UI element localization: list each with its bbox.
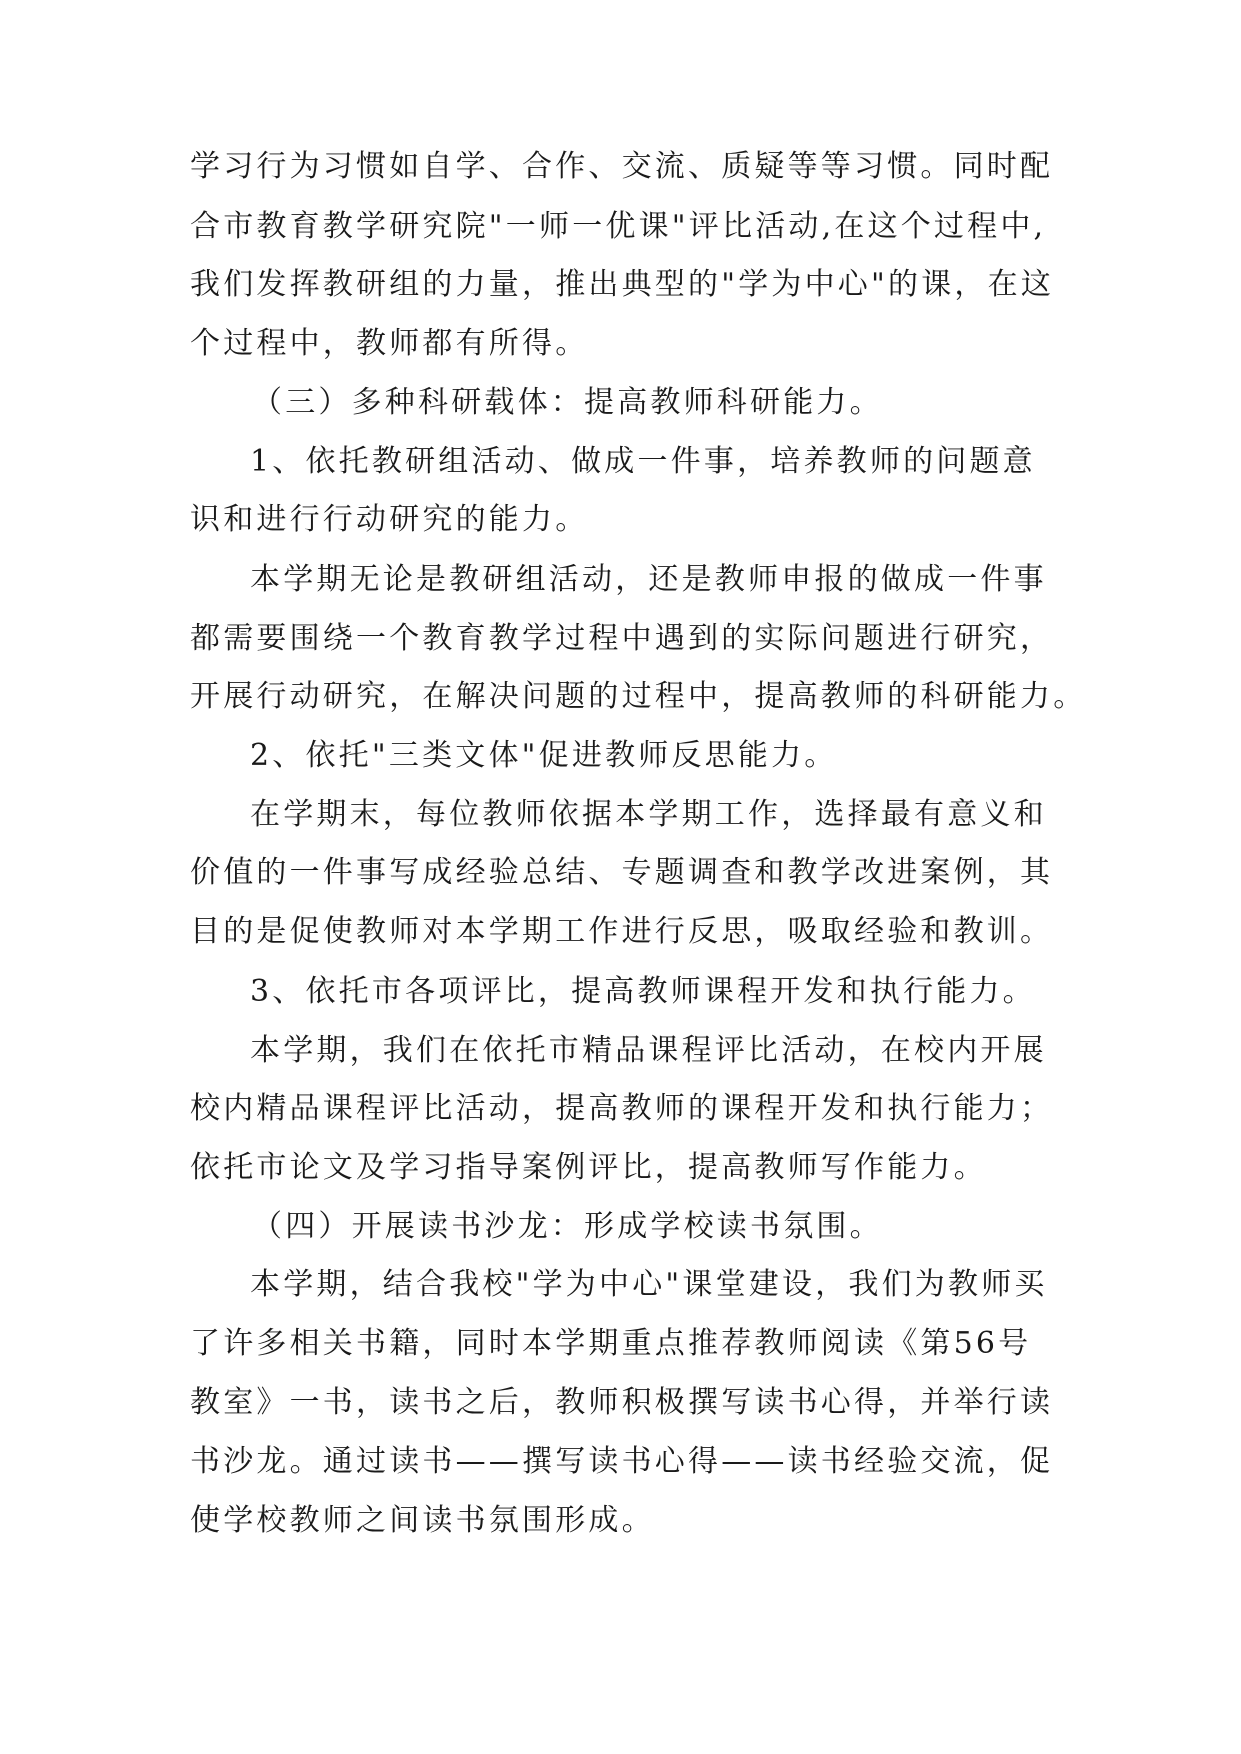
paragraph-line: 价值的一件事写成经验总结、专题调查和教学改进案例，其 [190,855,1054,890]
paragraph-line: 开展行动研究，在解决问题的过程中，提高教师的科研能力。 [190,679,1087,714]
paragraph-line: 我们发挥教研组的力量，推出典型的"学为中心"的课，在这 [190,267,1054,302]
section-heading: （四）开展读书沙龙：形成学校读书氛围。 [252,1209,883,1244]
subsection-heading: 2、依托"三类文体"促进教师反思能力。 [250,738,838,773]
subsection-heading: 3、依托市各项评比，提高教师课程开发和执行能力。 [250,974,1036,1009]
paragraph-line: 学习行为习惯如自学、合作、交流、质疑等等习惯。同时配 [190,149,1054,184]
paragraph-line: 在学期末，每位教师依据本学期工作，选择最有意义和 [250,797,1047,832]
subsection-heading: 1、依托教研组活动、做成一件事，培养教师的问题意 [250,444,1036,479]
paragraph-line: 校内精品课程评比活动，提高教师的课程开发和执行能力； [190,1091,1054,1126]
paragraph-line: 本学期无论是教研组活动，还是教师申报的做成一件事 [250,562,1047,597]
paragraph-line: 教室》一书，读书之后，教师积极撰写读书心得，并举行读 [190,1385,1054,1420]
paragraph-line: 使学校教师之间读书氛围形成。 [190,1503,655,1538]
paragraph-line: 了许多相关书籍，同时本学期重点推荐教师阅读《第56号 [190,1326,1032,1361]
paragraph-line: 书沙龙。通过读书——撰写读书心得——读书经验交流，促 [190,1444,1054,1479]
paragraph-line: 目的是促使教师对本学期工作进行反思，吸取经验和教训。 [190,914,1054,949]
paragraph-line: 个过程中，教师都有所得。 [190,326,589,361]
paragraph-line: 本学期，结合我校"学为中心"课堂建设，我们为教师买 [250,1267,1048,1302]
paragraph-line: 合市教育教学研究院"一师一优课"评比活动,在这个过程中, [190,209,1047,244]
paragraph-line: 本学期，我们在依托市精品课程评比活动，在校内开展 [250,1033,1047,1068]
section-heading: （三）多种科研载体：提高教师科研能力。 [252,385,883,420]
paragraph-line: 识和进行行动研究的能力。 [190,502,589,537]
paragraph-line: 依托市论文及学习指导案例评比，提高教师写作能力。 [190,1150,987,1185]
paragraph-line: 都需要围绕一个教育教学过程中遇到的实际问题进行研究， [190,621,1054,656]
